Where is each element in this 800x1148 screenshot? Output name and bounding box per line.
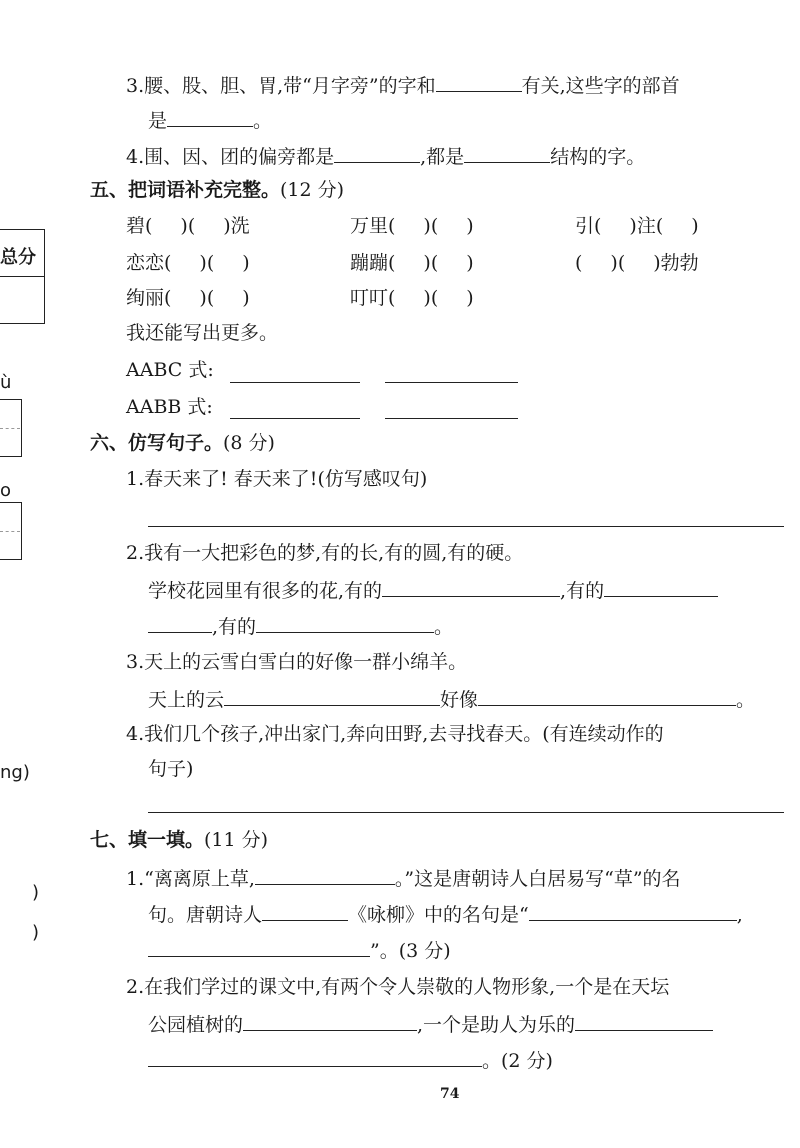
s6-q2-line2: ,有的 。: [148, 612, 453, 640]
s5-row1-item1: 碧( )( )洗: [126, 215, 250, 237]
blank[interactable]: [148, 612, 212, 633]
s5-row1-item3: 引( )注( ): [575, 215, 699, 237]
s7-q2-line1: 2.在我们学过的课文中,有两个令人崇敬的人物形象,一个是在天坛: [126, 976, 670, 998]
s6-q2: 2.我有一大把彩色的梦,有的长,有的圆,有的硬。: [126, 542, 524, 564]
blank[interactable]: [255, 864, 395, 885]
s6-q2-line1: 学校花园里有很多的花,有的 ,有的: [148, 576, 718, 604]
s6-q1: 1.春天来了! 春天来了!(仿写感叹句): [126, 468, 428, 490]
blank[interactable]: [148, 1046, 482, 1067]
s5-row2-item1: 恋恋( )( ): [126, 252, 250, 274]
section7-heading: 七、填一填。(11 分): [90, 829, 269, 851]
s5-more: 我还能写出更多。: [126, 322, 279, 344]
s6-q3-line: 天上的云 好像 。: [148, 685, 755, 713]
s6-q3: 3.天上的云雪白雪白的好像一群小绵羊。: [126, 651, 468, 673]
aabc-blank-1[interactable]: [230, 382, 360, 383]
blank[interactable]: [262, 900, 348, 921]
blank[interactable]: [529, 900, 737, 921]
s4-q3-line1: 3.腰、股、胆、胃,带“月字旁”的字和 有关,这些字的部首: [126, 71, 680, 99]
pinyin-fragment-3: ng): [0, 762, 30, 783]
s5-row2-item3: ( )( )勃勃: [575, 252, 699, 274]
page-number: 74: [440, 1086, 460, 1102]
writing-box-1-guide: [0, 428, 20, 429]
s7-q2-line3: 。(2 分): [148, 1046, 553, 1074]
pinyin-fragment-2: o: [0, 480, 12, 501]
s7-q1-line1: 1.“离离原上草, 。”这是唐朝诗人白居易写“草”的名: [126, 864, 681, 892]
blank[interactable]: [464, 142, 550, 163]
s4-q4: 4.围、因、团的偏旁都是 ,都是 结构的字。: [126, 142, 645, 170]
blank[interactable]: [148, 936, 370, 957]
s5-aabb-label: AABB 式:: [126, 396, 213, 418]
blank[interactable]: [243, 1010, 417, 1031]
s6-q1-answer-line[interactable]: [148, 526, 784, 527]
score-box-divider: [0, 276, 45, 277]
blank[interactable]: [604, 576, 718, 597]
score-label: 总分: [0, 247, 36, 268]
blank[interactable]: [256, 612, 434, 633]
blank[interactable]: [167, 106, 253, 127]
s5-aabc-label: AABC 式:: [126, 359, 214, 381]
aabb-blank-2[interactable]: [385, 418, 518, 419]
section6-heading: 六、仿写句子。(8 分): [90, 432, 275, 454]
s6-q4: 4.我们几个孩子,冲出家门,奔向田野,去寻找春天。(有连续动作的: [126, 723, 664, 745]
s6-q4-answer-line[interactable]: [148, 812, 784, 813]
s5-row3-item2: 叮叮( )( ): [350, 287, 474, 309]
s7-q2-line2: 公园植树的 ,一个是助人为乐的: [148, 1010, 713, 1038]
blank[interactable]: [478, 685, 736, 706]
writing-box-2-guide: [0, 531, 20, 532]
paren-fragment-2: ): [32, 922, 40, 943]
blank[interactable]: [334, 142, 420, 163]
aabc-blank-2[interactable]: [385, 382, 518, 383]
s7-q1-line3: ”。(3 分): [148, 936, 451, 964]
s6-q4-line2: 句子): [148, 758, 194, 780]
blank[interactable]: [224, 685, 440, 706]
pinyin-fragment-1: ù: [0, 372, 12, 393]
s7-q1-line2: 句。唐朝诗人 《咏柳》中的名句是“ ,: [148, 900, 743, 928]
s4-q3-line2: 是 。: [148, 106, 272, 134]
s5-row3-item1: 绚丽( )( ): [126, 287, 250, 309]
blank[interactable]: [436, 71, 522, 92]
blank[interactable]: [382, 576, 560, 597]
s5-row2-item2: 蹦蹦( )( ): [350, 252, 474, 274]
blank[interactable]: [575, 1010, 713, 1031]
section5-heading: 五、把词语补充完整。(12 分): [90, 179, 345, 201]
s5-row1-item2: 万里( )( ): [350, 215, 474, 237]
aabb-blank-1[interactable]: [230, 418, 360, 419]
paren-fragment-1: ): [32, 882, 40, 903]
